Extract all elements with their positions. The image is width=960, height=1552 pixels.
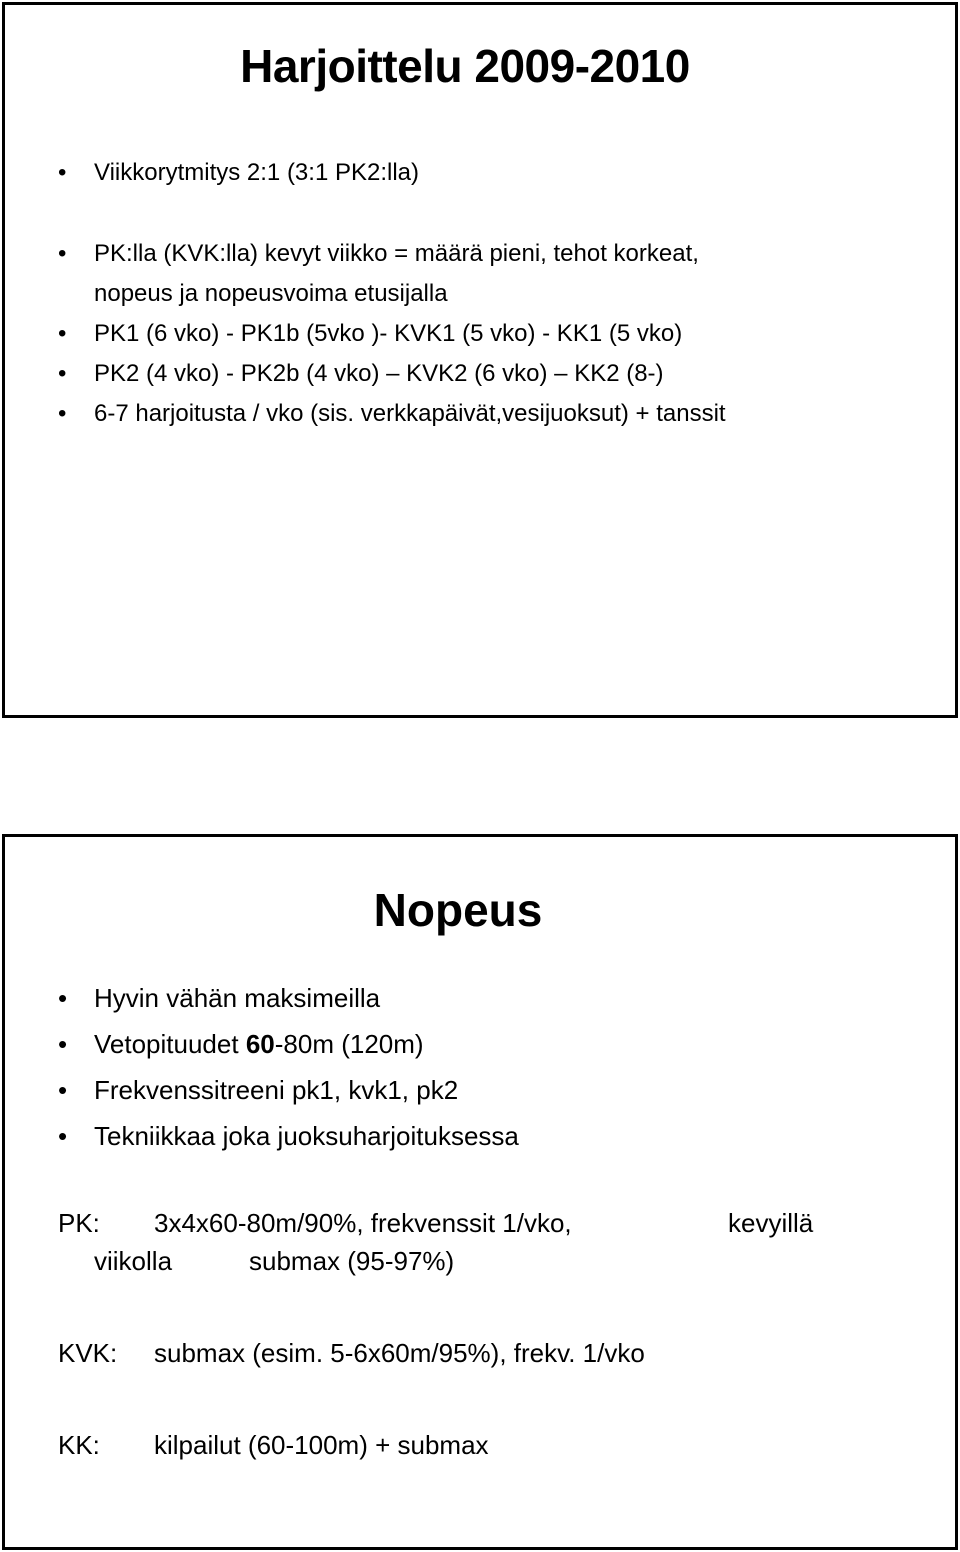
pk-text-line2-b: submax (95-97%) [249, 1246, 455, 1276]
bullet-text: Viikkorytmitys 2:1 (3:1 PK2:lla) [94, 159, 419, 186]
list-item [58, 354, 938, 394]
pk-label: PK: [58, 1208, 100, 1238]
list-item [58, 153, 938, 193]
bullet-text-prefix: Vetopituudet [94, 1029, 246, 1059]
slide-title: Nopeus [373, 884, 543, 936]
bullet-text: Hyvin vähän maksimeilla [94, 983, 381, 1013]
bullet-text: 6-7 harjoitusta / vko (sis. verkkapäivät,vesijuoksut) + tanssit [94, 400, 726, 427]
list-item [58, 314, 938, 354]
bullet-list [58, 975, 938, 1159]
slide-nopeus [2, 834, 958, 1550]
bullet-icon: • [58, 320, 67, 347]
bullet-text: Frekvenssitreeni pk1, kvk1, pk2 [94, 1075, 459, 1105]
pk-text: 3x4x60-80m/90%, frekvenssit 1/vko, [154, 1208, 572, 1238]
bullet-text: PK2 (4 vko) - PK2b (4 vko) – KVK2 (6 vko) – KK2 (8-) [94, 360, 664, 387]
slide-training-2009-2010 [2, 2, 958, 718]
pk-text-line2-a: viikolla [94, 1246, 173, 1276]
pk-text-right: kevyillä [728, 1208, 814, 1238]
slide-title: Harjoittelu 2009-2010 [240, 40, 690, 92]
list-item [58, 1021, 938, 1067]
bullet-list [58, 153, 938, 434]
list-item [58, 394, 938, 434]
kk-label: KK: [58, 1430, 100, 1460]
bullet-text-bold: 60 [245, 1029, 275, 1059]
bullet-text-suffix: -80m (120m) [274, 1029, 424, 1059]
bullet-icon: • [58, 400, 67, 427]
list-item [58, 975, 938, 1021]
bullet-icon: • [58, 360, 67, 387]
kvk-row [58, 1334, 938, 1374]
bullet-text: Tekniikkaa joka juoksuharjoituksessa [94, 1121, 519, 1151]
list-item [58, 1067, 938, 1113]
list-item [58, 1113, 938, 1159]
kvk-label: KVK: [58, 1338, 118, 1368]
kk-row [58, 1426, 938, 1466]
kvk-text: submax (esim. 5-6x60m/95%), frekv. 1/vko [154, 1338, 645, 1368]
bullet-icon: • [58, 1029, 68, 1059]
bullet-text: PK:lla (KVK:lla) kevyt viikko = määrä pieni, tehot korkeat, [94, 240, 699, 267]
bullet-icon: • [58, 159, 67, 186]
bullet-text-continued: nopeus ja nopeusvoima etusijalla [94, 280, 448, 307]
bullet-icon: • [58, 1121, 68, 1151]
bullet-icon: • [58, 240, 67, 267]
bullet-text: PK1 (6 vko) - PK1b (5vko )- KVK1 (5 vko) - KK1 (5 vko) [94, 320, 683, 347]
kk-text: kilpailut (60-100m) + submax [154, 1430, 489, 1460]
pk-row [58, 1204, 938, 1284]
bullet-icon: • [58, 983, 68, 1013]
list-item [58, 234, 938, 314]
bullet-icon: • [58, 1075, 68, 1105]
